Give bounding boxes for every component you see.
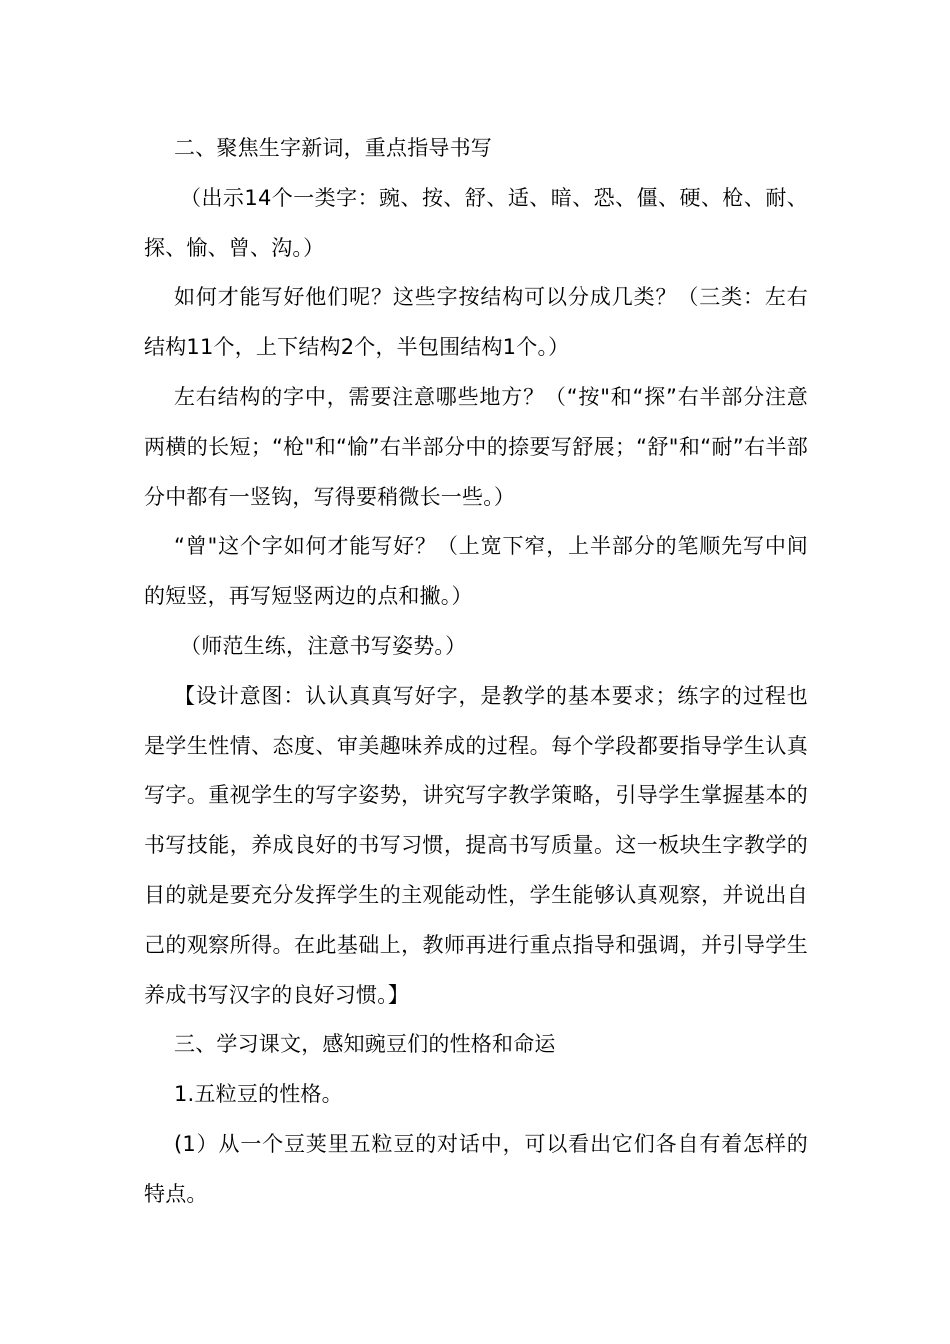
question-paragraph-1: (1）从一个豆荚里五粒豆的对话中，可以看出它们各自有着怎样的特点。 — [144, 1131, 808, 1206]
section-heading-3: 三、学习课文，感知豌豆们的性格和命运 — [174, 1032, 556, 1057]
ceng-character-paragraph: “曾"这个字如何才能写好？（上宽下窄，上半部分的笔顺先写中间的短竖，再写短竖两边的点和撇。） — [144, 534, 808, 609]
document-body — [144, 124, 808, 1220]
section-heading-2: 二、聚焦生字新词，重点指导书写 — [174, 136, 492, 160]
character-list-paragraph: （出示14个一类字：豌、按、舒、适、暗、恐、僵、硬、枪、耐、探、愉、曾、沟。） — [144, 185, 808, 260]
left-right-structure-paragraph: 左右结构的字中，需要注意哪些地方？（“按"和“探”右半部分注意两横的长短；“枪"和“愉”右半部分中的捺要写舒展；“舒"和“耐”右半部分中都有一竖钩，写得要稍微长一些。） — [144, 384, 808, 509]
practice-note-paragraph: （师范生练，注意书写姿势。） — [180, 633, 467, 658]
subsection-heading-1: 1.五粒豆的性格。 — [174, 1082, 343, 1107]
structure-question-paragraph: 如何才能写好他们呢？这些字按结构可以分成几类？（三类：左右结构11个，上下结构2个，半包围结构1个。） — [144, 285, 808, 360]
design-intent-paragraph: 【设计意图：认认真真写好字，是教学的基本要求；练字的过程也是学生性情、态度、审美趣味养成的过程。每个学段都要指导学生认真写字。重视学生的写字姿势，讲究写字教学策略，引导学生掌握基本的书写技能，养成良好的书写习惯，提高书写质量。这一板块生字教学的目的就是要充分发挥学生的主观能动性，学生能够认真观察，并说出自己的观察所得。在此基础上，教师再进行重点指导和强调，并引导学生养成书写汉字的良好习惯。】 — [144, 683, 808, 1007]
